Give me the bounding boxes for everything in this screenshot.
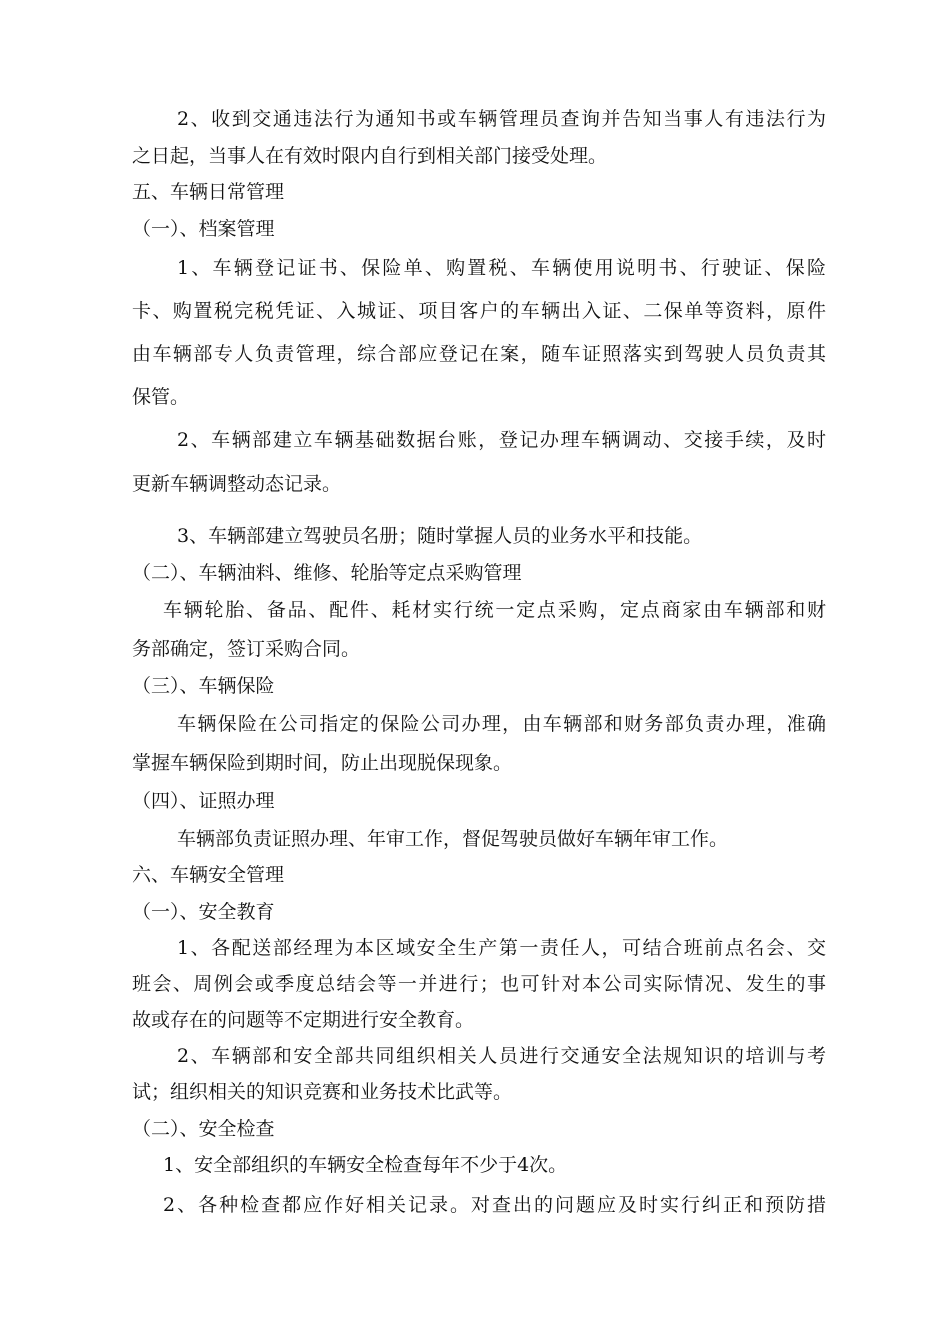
subsection-heading: （一）、档案管理: [132, 218, 275, 240]
paragraph-line: 之日起，当事人在有效时限内自行到相关部门接受处理。: [132, 145, 608, 167]
paragraph-line: 试；组织相关的知识竞赛和业务技术比武等。: [132, 1081, 513, 1103]
paragraph-line: 车辆轮胎、备品、配件、耗材实行统一定点采购，定点商家由车辆部和财: [163, 599, 828, 621]
paragraph-line: 掌握车辆保险到期时间，防止出现脱保现象。: [132, 752, 513, 774]
paragraph-line: 1、安全部组织的车辆安全检查每年不少于4次。: [163, 1154, 568, 1176]
paragraph-line: 2、各种检查都应作好相关记录。对查出的问题应及时实行纠正和预防措: [163, 1194, 828, 1216]
paragraph-line: 2、收到交通违法行为通知书或车辆管理员查询并告知当事人有违法行为: [177, 108, 828, 130]
subsection-heading: （四）、证照办理: [132, 790, 275, 812]
paragraph-line: 2、车辆部建立车辆基础数据台账，登记办理车辆调动、交接手续，及时: [177, 429, 828, 451]
paragraph-line: 车辆保险在公司指定的保险公司办理，由车辆部和财务部负责办理，准确: [177, 713, 828, 735]
paragraph-line: 班会、周例会或季度总结会等一并进行；也可针对本公司实际情况、发生的事: [132, 973, 828, 995]
paragraph-line: 由车辆部专人负责管理，综合部应登记在案，随车证照落实到驾驶人员负责其: [132, 343, 828, 365]
paragraph-line: 卡、购置税完税凭证、入城证、项目客户的车辆出入证、二保单等资料，原件: [132, 300, 828, 322]
paragraph-line: 3、车辆部建立驾驶员名册；随时掌握人员的业务水平和技能。: [177, 525, 703, 547]
paragraph-line: 故或存在的问题等不定期进行安全教育。: [132, 1009, 475, 1031]
subsection-heading: （二）、安全检查: [132, 1118, 275, 1140]
subsection-heading: （二）、车辆油料、维修、轮胎等定点采购管理: [132, 562, 522, 584]
paragraph-line: 务部确定，签订采购合同。: [132, 638, 361, 660]
subsection-heading: （三）、车辆保险: [132, 675, 275, 697]
section-heading: 六、车辆安全管理: [132, 864, 285, 886]
subsection-heading: （一）、安全教育: [132, 901, 275, 923]
paragraph-line: 车辆部负责证照办理、年审工作，督促驾驶员做好车辆年审工作。: [177, 828, 729, 850]
paragraph-line: 1、各配送部经理为本区域安全生产第一责任人，可结合班前点名会、交: [177, 937, 828, 959]
paragraph-line: 更新车辆调整动态记录。: [132, 473, 342, 495]
paragraph-line: 2、车辆部和安全部共同组织相关人员进行交通安全法规知识的培训与考: [177, 1045, 828, 1067]
paragraph-line: 保管。: [132, 386, 190, 408]
section-heading: 五、车辆日常管理: [132, 181, 285, 203]
paragraph-line: 1、车辆登记证书、保险单、购置税、车辆使用说明书、行驶证、保险: [177, 257, 829, 279]
